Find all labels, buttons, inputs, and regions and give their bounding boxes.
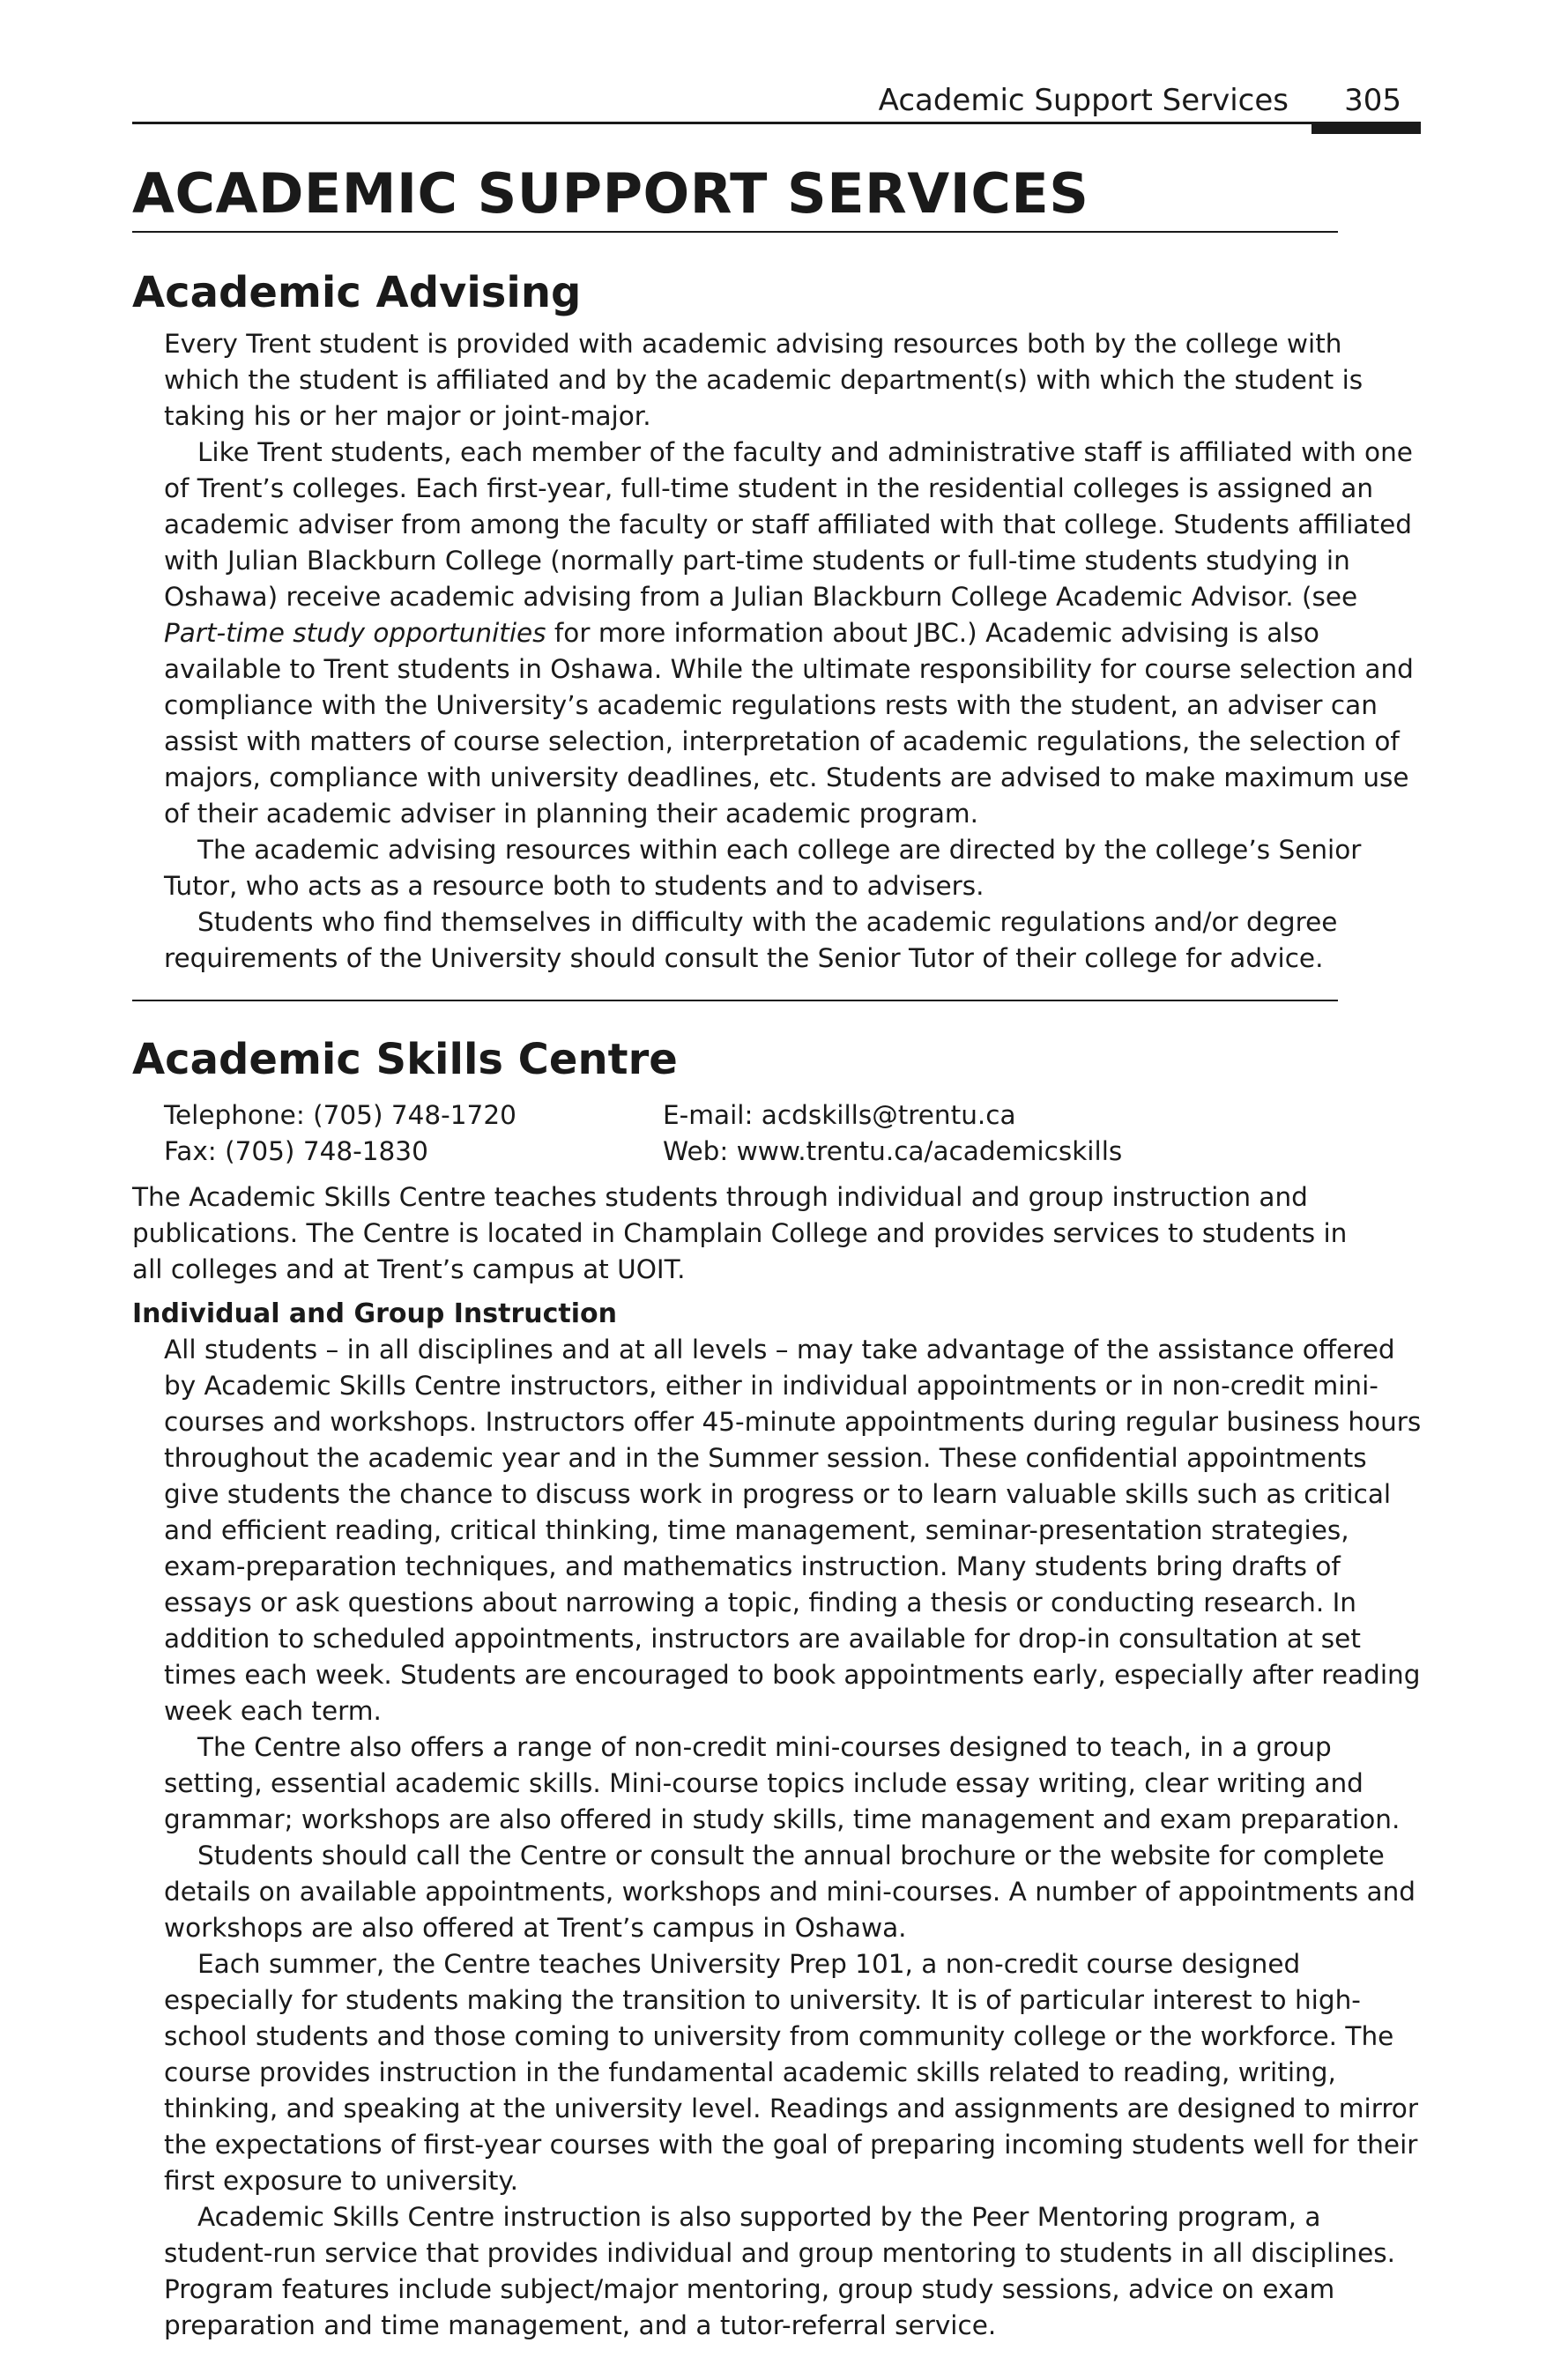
header-tab-bar: [1312, 122, 1421, 134]
subheading-individual-group-instruction: Individual and Group Instruction: [132, 1298, 617, 1329]
running-header: [132, 81, 1421, 123]
academic-advising-body: [164, 326, 1423, 977]
page-number: 305: [1344, 83, 1401, 118]
section-rule: [132, 1000, 1338, 1001]
skills-centre-intro: The Academic Skills Centre teaches students through individual and group instruction and publications. The Centre is located in Champlain College and provides services to students in all colleges and at Trent’s campus at UOIT.: [132, 1182, 1348, 1284]
skills-centre-body: [164, 1332, 1423, 2344]
contact-row: [164, 1134, 1222, 1170]
skills-centre-intro-block: [132, 1179, 1366, 1288]
fax: Fax: (705) 748-1830: [164, 1136, 428, 1166]
skills-paragraph-5: Academic Skills Centre instruction is also supported by the Peer Mentoring program, a student-run service that provides individual and group mentoring to students in all disciplines. Program features include subject/major mentoring, group study sessions, advice on exam preparation and time management, and a tutor-referral service.: [164, 2202, 1396, 2340]
telephone: Telephone: (705) 748-1720: [164, 1100, 516, 1130]
skills-paragraph-2: The Centre also offers a range of non-credit mini-courses designed to teach, in a group setting, essential academic skills. Mini-course topics include essay writing, clear writing and grammar; workshops are also offered in study skills, time management and exam preparation.: [164, 1732, 1401, 1834]
running-header-title: Academic Support Services: [878, 83, 1289, 118]
advising-paragraph-4: Students who find themselves in difficulty with the academic regulations and/or degree requirements of the University should consult the Senior Tutor of their college for advice.: [164, 907, 1338, 973]
chapter-title-rule: [132, 231, 1338, 233]
section-title-academic-skills-centre: Academic Skills Centre: [132, 1035, 678, 1084]
contact-row: [164, 1097, 1222, 1134]
advising-paragraph-3: The academic advising resources within each college are directed by the college’s Senior Tutor, who acts as a resource both to students and to advisers.: [164, 835, 1362, 901]
email: E-mail: acdskills@trentu.ca: [663, 1100, 1016, 1130]
advising-paragraph-1: Every Trent student is provided with academic advising resources both by the college with which the student is affiliated and by the academic department(s) with which the student is taking his or her major or joint-major.: [164, 329, 1364, 431]
header-rule: [132, 122, 1312, 124]
skills-paragraph-3: Students should call the Centre or consult the annual brochure or the website for complete details on available appointments, workshops and mini-courses. A number of appointments and workshops are also offered at Trent’s campus in Oshawa.: [164, 1841, 1416, 1943]
contact-info: [164, 1097, 1222, 1170]
chapter-title: ACADEMIC SUPPORT SERVICES: [132, 161, 1089, 226]
advising-paragraph-2: Like Trent students, each member of the faculty and administrative staff is affiliated with one of Trent’s colleges. Each first-year, full-time student in the residential colleges is assigned an academic adviser from among the faculty or staff affiliated with that college. Students affiliated with Julian Blackburn College (normally part-time students or full-time students studying in Oshawa) receive academic advising from a Julian Blackburn College Academic Advisor. (see Part-time study opportunities for more information about JBC.) Academic advising is also available to Trent students in Oshawa. While the ultimate responsibility for course selection and compliance with the University’s academic regulations rests with the student, an adviser can assist with matters of course selection, interpretation of academic regulations, the selection of majors, compliance with university deadlines, etc. Students are advised to make maximum use of their academic adviser in planning their academic program.: [164, 437, 1414, 829]
web: Web: www.trentu.ca/academicskills: [663, 1136, 1123, 1166]
section-title-academic-advising: Academic Advising: [132, 268, 582, 317]
cross-reference-part-time-study: Part-time study opportunities: [164, 618, 546, 648]
skills-paragraph-1: All students – in all disciplines and at all levels – may take advantage of the assistance offered by Academic Skills Centre instructors, either in individual appointments or in non-credit mini-courses and workshops. Instructors offer 45-minute appointments during regular business hours throughout the academic year and in the Summer session. These confidential appointments give students the chance to discuss work in progress or to learn valuable skills such as critical and efficient reading, critical thinking, time management, seminar-presentation strategies, exam-preparation techniques, and mathematics instruction. Many students bring drafts of essays or ask questions about narrowing a topic, finding a thesis or conducting research. In addition to scheduled appointments, instructors are available for drop-in consultation at set times each week. Students are encouraged to book appointments early, especially after reading week each term.: [164, 1335, 1422, 1726]
skills-paragraph-4: Each summer, the Centre teaches University Prep 101, a non-credit course designed especially for students making the transition to university. It is of particular interest to high-school students and those coming to university from community college or the workforce. The course provides instruction in the fundamental academic skills related to reading, writing, thinking, and speaking at the university level. Readings and assignments are designed to mirror the expectations of first-year courses with the goal of preparing incoming students well for their first exposure to university.: [164, 1949, 1418, 2196]
